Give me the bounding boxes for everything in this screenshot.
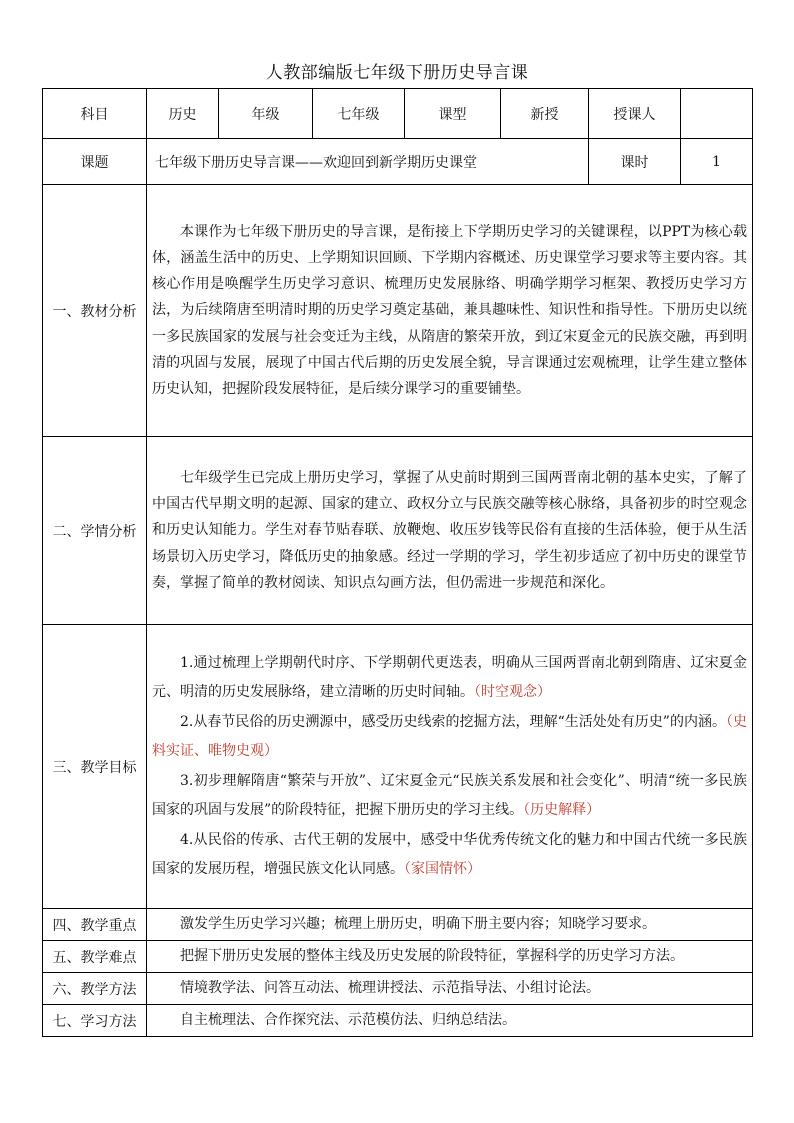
textbook-analysis-row — [43, 185, 753, 437]
lesson-type-value: 新授 — [501, 89, 589, 139]
teacher-label: 授课人 — [589, 89, 681, 139]
textbook-analysis-label: 一、教材分析 — [43, 185, 147, 437]
difficulties-text: 把握下册历史发展的整体主线及历史发展的阶段特征，掌握科学的历史学习方法。 — [147, 941, 753, 973]
goal-literacy-tag: （史料实证、唯物史观） — [152, 713, 748, 759]
goal-item: 1.通过梳理上学期朝代时序、下学期朝代更迭表，明确从三国两晋南北朝到隋唐、辽宋夏金元、明清的历史发展脉络，建立清晰的历史时间轴。（时空观念） — [152, 654, 747, 700]
learning-methods-row — [43, 1005, 753, 1037]
difficulties-label: 五、教学难点 — [43, 941, 147, 973]
hours-value: 1 — [681, 139, 753, 185]
key-points-label: 四、教学重点 — [43, 909, 147, 941]
goal-literacy-tag: （家国情怀） — [404, 861, 481, 877]
goal-item: 4.从民俗的传承、古代王朝的发展中，感受中华优秀传统文化的魅力和中国古代统一多民族国家的发展历程，增强民族文化认同感。（家国情怀） — [152, 831, 747, 877]
learning-methods-label: 七、学习方法 — [43, 1005, 147, 1037]
teaching-methods-row — [43, 973, 753, 1005]
grade-label: 年级 — [219, 89, 313, 139]
goal-literacy-tag: （历史解释） — [523, 802, 601, 818]
learning-methods-text: 自主梳理法、合作探究法、示范模仿法、归纳总结法。 — [147, 1005, 753, 1037]
key-points-text: 激发学生历史学习兴趣；梳理上册历史，明确下册主要内容；知晓学习要求。 — [147, 909, 753, 941]
topic-label: 课题 — [43, 139, 147, 185]
key-points-row — [43, 909, 753, 941]
lesson-plan-table — [42, 88, 753, 1037]
teaching-goals-label: 三、教学目标 — [43, 625, 147, 909]
document-title: 人教部编版七年级下册历史导言课 — [265, 63, 529, 83]
goal-literacy-tag: （时空观念） — [474, 684, 551, 700]
teaching-goals-row — [43, 625, 753, 909]
teaching-methods-label: 六、教学方法 — [43, 973, 147, 1005]
goal-item: 2.从春节民俗的历史溯源中，感受历史线索的挖掘方法，理解“生活处处有历史”的内涵。（史料实证、唯物史观） — [152, 713, 748, 759]
subject-value: 历史 — [147, 89, 219, 139]
difficulties-row — [43, 941, 753, 973]
student-analysis-label: 二、学情分析 — [43, 437, 147, 625]
topic-value: 七年级下册历史导言课——欢迎回到新学期历史课堂 — [147, 139, 589, 185]
grade-value: 七年级 — [313, 89, 405, 139]
goal-item: 3.初步理解隋唐“繁荣与开放”、辽宋夏金元“民族关系发展和社会变化”、明清“统一多民族国家的巩固与发展”的阶段特征，把握下册历史的学习主线。（历史解释） — [152, 772, 747, 818]
teaching-methods-text: 情境教学法、问答互动法、梳理讲授法、示范指导法、小组讨论法。 — [147, 973, 753, 1005]
subject-label: 科目 — [43, 89, 147, 139]
student-analysis-row — [43, 437, 753, 625]
teacher-value — [681, 89, 753, 139]
student-analysis-text: 七年级学生已完成上册历史学习，掌握了从史前时期到三国两晋南北朝的基本史实，了解了中国古代早期文明的起源、国家的建立、政权分立与民族交融等核心脉络，具备初步的时空观念和历史认知能力。学生对春节贴春联、放鞭炮、收压岁钱等民俗有直接的生活体验，便于从生活场景切入历史学习，降低历史的抽象感。经过一学期的学习，学生初步适应了初中历史的课堂节奏，掌握了简单的教材阅读、知识点勾画方法，但仍需进一步规范和深化。 — [152, 469, 747, 591]
hours-label: 课时 — [589, 139, 681, 185]
lesson-type-label: 课型 — [405, 89, 501, 139]
header-row — [43, 89, 753, 139]
topic-row — [43, 139, 753, 185]
textbook-analysis-text: 本课作为七年级下册历史的导言课，是衔接上下学期历史学习的关键课程，以PPT为核心载体，涵盖生活中的历史、上学期知识回顾、下学期内容概述、历史课堂学习要求等主要内容。其核心作用是唤醒学生历史学习意识、梳理历史发展脉络、明确学期学习框架、教授历史学习方法，为后续隋唐至明清时期的历史学习奠定基础，兼具趣味性、知识性和指导性。下册历史以统一多民族国家的发展与社会变迁为主线，从隋唐的繁荣开放，到辽宋夏金元的民族交融，再到明清的巩固与发展，展现了中国古代后期的历史发展全貌，导言课通过宏观梳理，让学生建立整体历史认知，把握阶段发展特征，是后续分课学习的重要铺垫。 — [152, 223, 747, 397]
